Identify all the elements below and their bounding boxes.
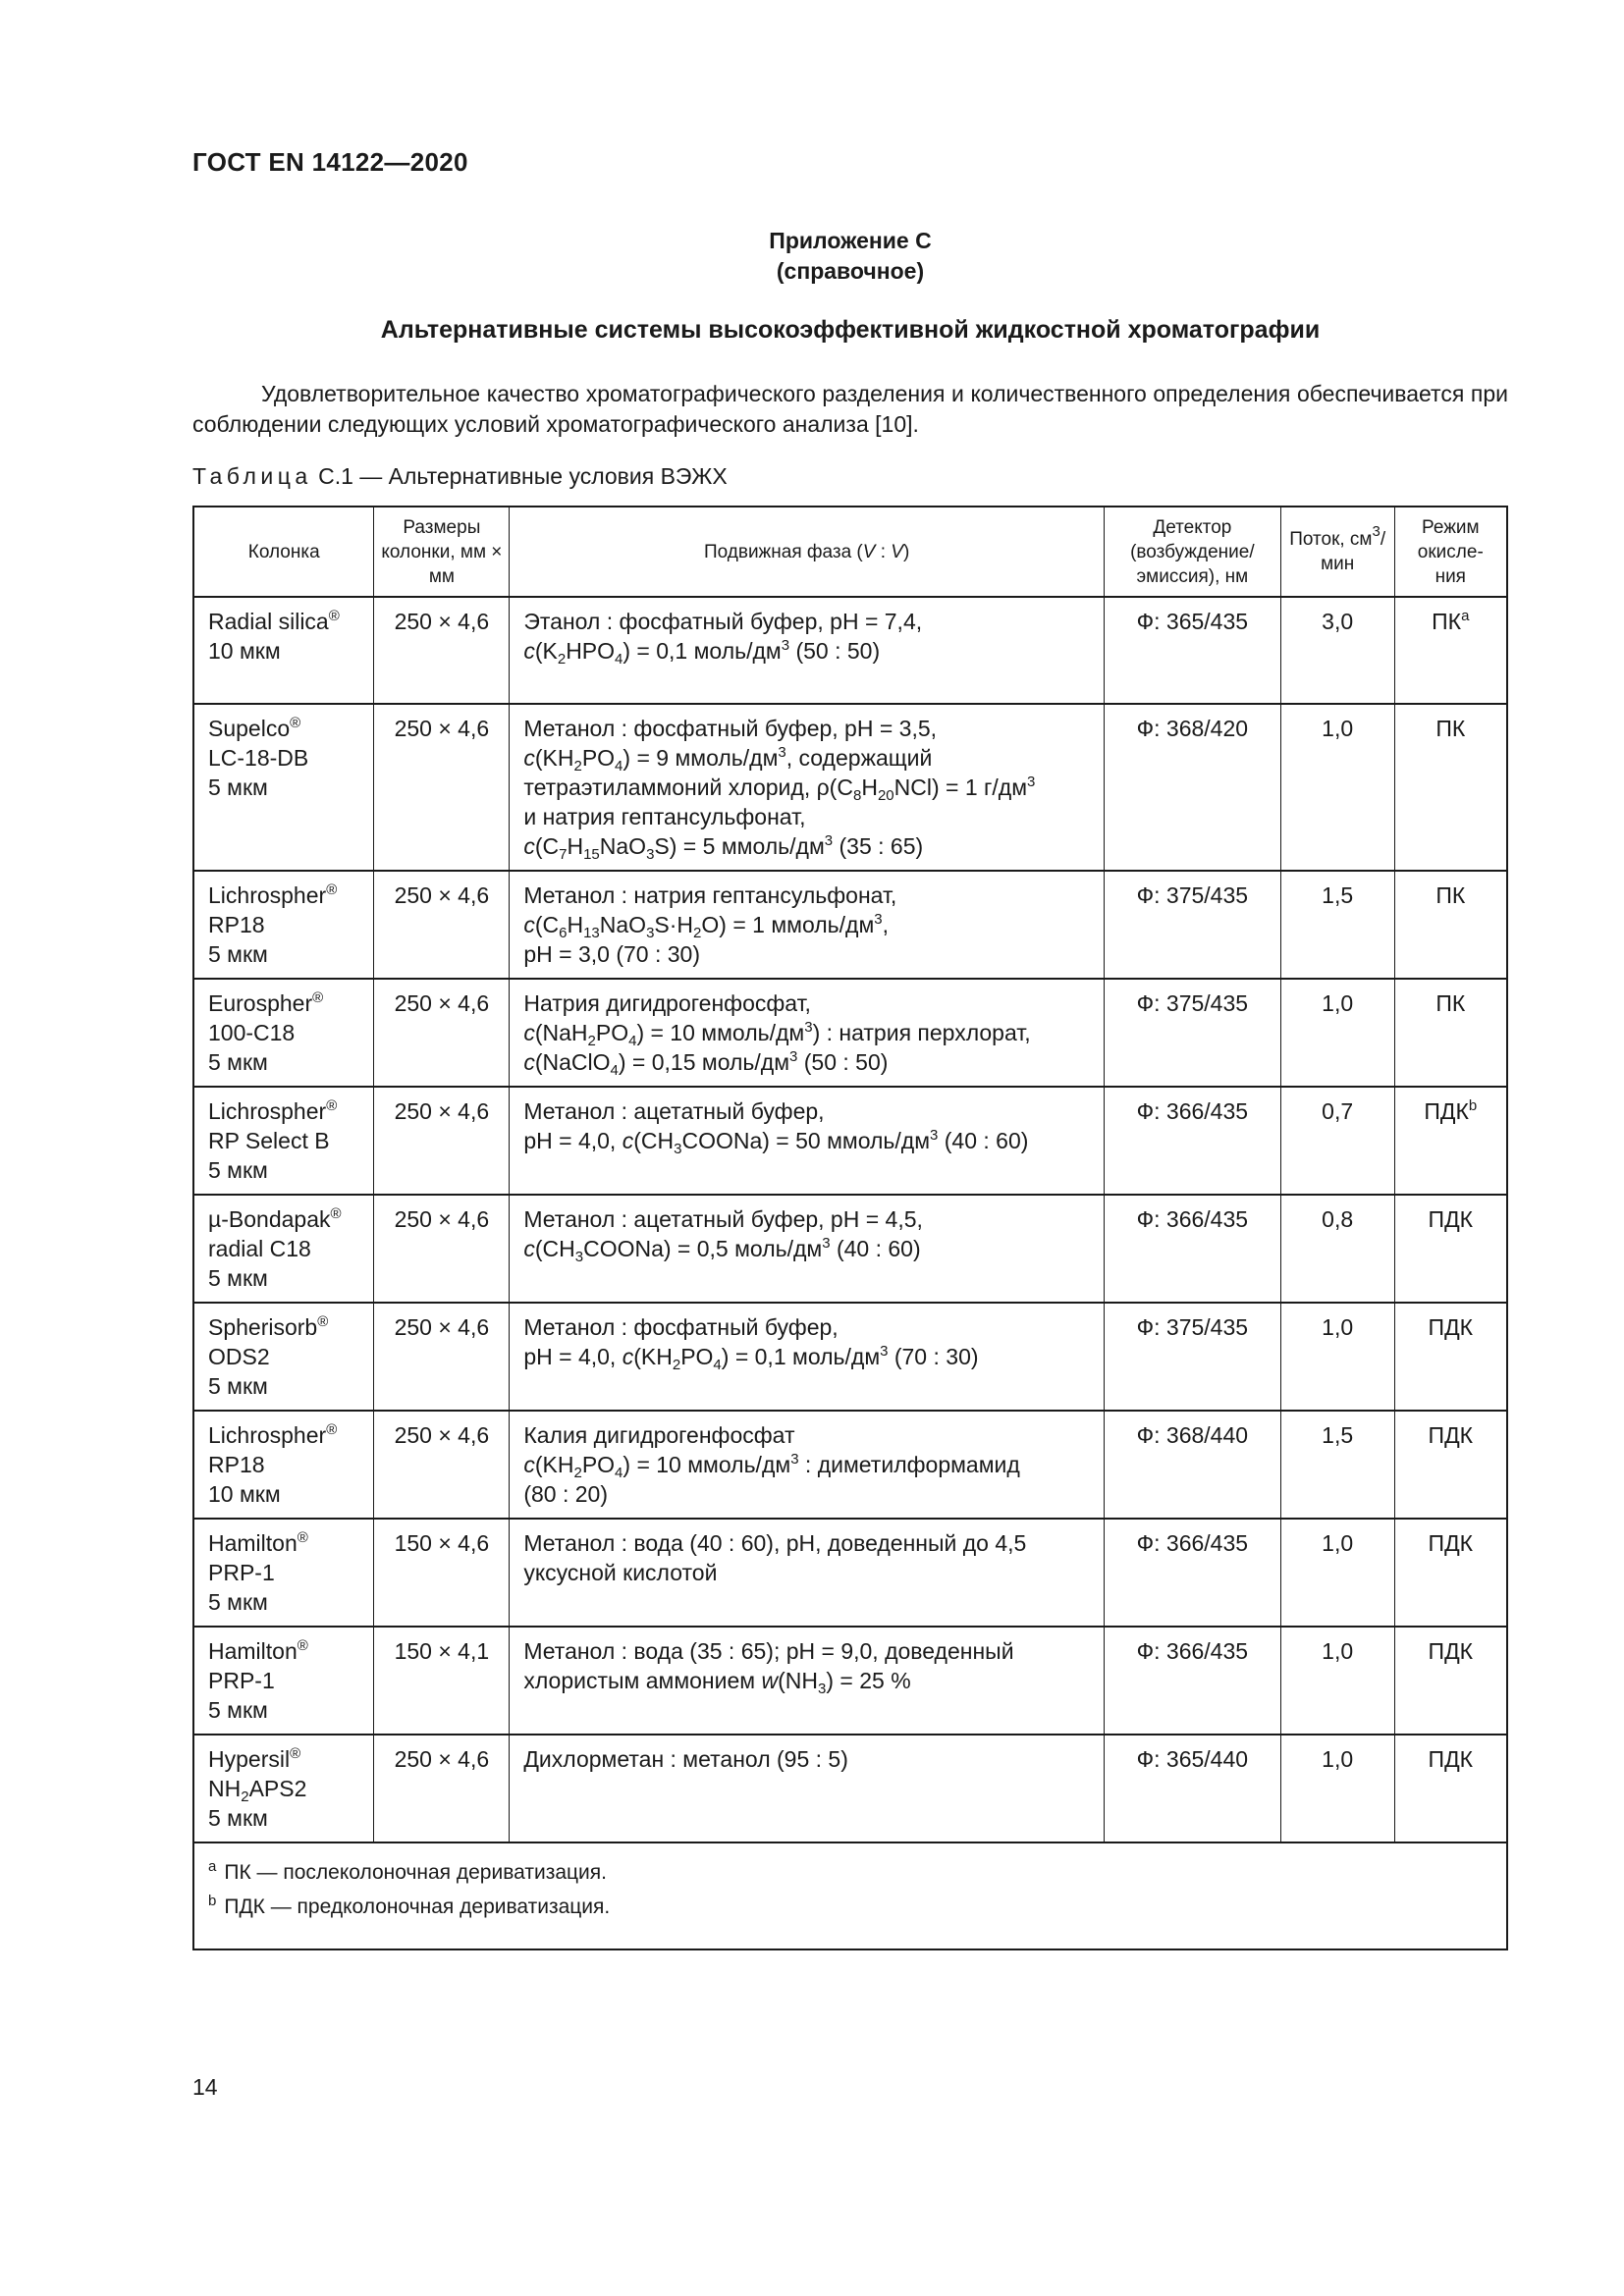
cell-flow: 3,0	[1280, 597, 1394, 704]
cell-dimensions: 250 × 4,6	[374, 704, 510, 871]
note-a: $^a$ ПК — послеколоночная дериватизация.	[208, 1858, 607, 1884]
cell-detector: Ф: 368/420	[1104, 704, 1280, 871]
cell-detector: Ф: 366/435	[1104, 1519, 1280, 1627]
cell-mode: ПДК	[1394, 1735, 1507, 1842]
cell-mobile-phase: Метанол : ацетатный буфер, pH = 4,0, $c(CH_3COONa) = 50$ ммоль/$дм^3$ (40 : 60)	[510, 1087, 1105, 1195]
table-header-row	[193, 507, 1507, 597]
cell-detector: Ф: 366/435	[1104, 1627, 1280, 1735]
table-row	[193, 1195, 1507, 1303]
table-row	[193, 1627, 1507, 1735]
table-row	[193, 704, 1507, 871]
cell-column: Spherisorb® ODS2 5 мкм	[193, 1303, 374, 1411]
cell-mode: ПДК	[1394, 1303, 1507, 1411]
header-flow: Поток, $см^3$/мин	[1280, 507, 1394, 597]
cell-mode: ПК	[1394, 704, 1507, 871]
table-row	[193, 597, 1507, 704]
cell-flow: 1,0	[1280, 979, 1394, 1087]
cell-detector: Ф: 375/435	[1104, 871, 1280, 979]
table-caption-label: Таблица	[192, 463, 312, 489]
header-detector: Детектор (возбуждение/ эмиссия), нм	[1104, 507, 1280, 597]
cell-column: Hamilton® PRP-1 5 мкм	[193, 1627, 374, 1735]
cell-mobile-phase: Дихлорметан : метанол (95 : 5)	[510, 1735, 1105, 1842]
cell-dimensions: 250 × 4,6	[374, 1411, 510, 1519]
hplc-conditions-table	[192, 506, 1508, 1950]
table-notes	[193, 1842, 1507, 1949]
cell-column: µ-Bondapak® radial C18 5 мкм	[193, 1195, 374, 1303]
header-column: Колонка	[193, 507, 374, 597]
cell-dimensions: 250 × 4,6	[374, 1735, 510, 1842]
cell-detector: Ф: 366/435	[1104, 1087, 1280, 1195]
cell-column: Eurospher® 100-C18 5 мкм	[193, 979, 374, 1087]
cell-column: Radial silica® 10 мкм	[193, 597, 374, 704]
table-row	[193, 979, 1507, 1087]
table-notes-row	[193, 1842, 1507, 1949]
cell-dimensions: 250 × 4,6	[374, 871, 510, 979]
header-oxidation-mode: Режим окисле- ния	[1394, 507, 1507, 597]
cell-mode: $ПК^a$	[1394, 597, 1507, 704]
appendix-title: Приложение C	[769, 228, 932, 253]
table-caption	[192, 463, 728, 490]
cell-column: Hypersil® $NH_2APS2$ 5 мкм	[193, 1735, 374, 1842]
section-title: Альтернативные системы высокоэффективной жидкостной хроматографии	[380, 316, 1321, 344]
intro-paragraph: Удовлетворительное качество хроматографического разделения и количественного определения обеспечивается при соблюдении следующих условий хроматографического анализа [10].	[192, 381, 1508, 437]
cell-mobile-phase: Метанол : натрия гептансульфонат, $c(C_6H_{13}NaO_3S\cdot H_2O) = 1$ ммоль/$дм^3$, pH = 3,0 (70 : 30)	[510, 871, 1105, 979]
cell-flow: 1,0	[1280, 704, 1394, 871]
page-number: 14	[192, 2074, 218, 2100]
cell-flow: 1,0	[1280, 1627, 1394, 1735]
table-row	[193, 1735, 1507, 1842]
cell-detector: Ф: 368/440	[1104, 1411, 1280, 1519]
table-row	[193, 1303, 1507, 1411]
table-row	[193, 871, 1507, 979]
cell-flow: 0,7	[1280, 1087, 1394, 1195]
cell-column: Lichrospher® RP18 5 мкм	[193, 871, 374, 979]
cell-mobile-phase: Натрия дигидрогенфосфат, $c(NaH_2PO_4) = 10$ ммоль/$дм^3$) : натрия перхлорат, c(NaClO$_4$) = 0,15 моль/$дм^3$ (50 : 50)	[510, 979, 1105, 1087]
cell-flow: 1,0	[1280, 1519, 1394, 1627]
cell-detector: Ф: 366/435	[1104, 1195, 1280, 1303]
cell-flow: 1,5	[1280, 871, 1394, 979]
cell-mobile-phase: Метанол : фосфатный буфер, pH = 3,5, $c(KH_2PO_4) = 9$ ммоль/$дм^3$, содержащий тетраэтиламмоний хлорид, $\rho(C_8H_{20}NCl) = 1$ $г/дм^3$ и натрия гептансульфонат, $c(C_7H_{15}NaO_3S) = 5$ ммоль/$дм^3$ (35 : 65)	[510, 704, 1105, 871]
cell-column: Lichrospher® RP Select B 5 мкм	[193, 1087, 374, 1195]
header-mobile-phase: Подвижная фаза (V : V)	[510, 507, 1105, 597]
cell-mobile-phase: Метанол : ацетатный буфер, pH = 4,5, $c(CH_3COONa) = 0,5$ моль/$дм^3$ (40 : 60)	[510, 1195, 1105, 1303]
cell-mode: ПДК	[1394, 1195, 1507, 1303]
cell-dimensions: 150 × 4,1	[374, 1627, 510, 1735]
cell-dimensions: 250 × 4,6	[374, 597, 510, 704]
cell-mobile-phase: Калия дигидрогенфосфат $c(KH_2PO_4) = 10$ ммоль/$дм^3$ : диметилформамид (80 : 20)	[510, 1411, 1105, 1519]
appendix-subtitle: (справочное)	[776, 258, 925, 284]
cell-mobile-phase: Метанол : фосфатный буфер, pH = 4,0, $c(KH_2PO_4) = 0,1$ моль/$дм^3$ (70 : 30)	[510, 1303, 1105, 1411]
appendix-heading	[192, 226, 1508, 287]
cell-mode: ПК	[1394, 871, 1507, 979]
header-dimensions: Размеры колонки, мм × мм	[374, 507, 510, 597]
cell-dimensions: 250 × 4,6	[374, 1087, 510, 1195]
cell-detector: Ф: 365/440	[1104, 1735, 1280, 1842]
cell-dimensions: 250 × 4,6	[374, 1195, 510, 1303]
table-caption-text: C.1 — Альтернативные условия ВЭЖХ	[318, 463, 728, 489]
cell-mode: ПДК	[1394, 1627, 1507, 1735]
table-row	[193, 1411, 1507, 1519]
cell-mode: ПДК$^b$	[1394, 1087, 1507, 1195]
cell-mode: ПДК	[1394, 1519, 1507, 1627]
cell-flow: 0,8	[1280, 1195, 1394, 1303]
cell-mode: ПДК	[1394, 1411, 1507, 1519]
cell-dimensions: 250 × 4,6	[374, 979, 510, 1087]
cell-dimensions: 250 × 4,6	[374, 1303, 510, 1411]
table-row	[193, 1087, 1507, 1195]
cell-flow: 1,0	[1280, 1735, 1394, 1842]
note-b: $^b$ ПДК — предколоночная дериватизация.	[208, 1893, 611, 1918]
table-row	[193, 1519, 1507, 1627]
document-id: ГОСТ EN 14122—2020	[192, 147, 468, 177]
cell-detector: Ф: 375/435	[1104, 1303, 1280, 1411]
cell-column: Lichrospher® RP18 10 мкм	[193, 1411, 374, 1519]
cell-dimensions: 150 × 4,6	[374, 1519, 510, 1627]
cell-mode: ПК	[1394, 979, 1507, 1087]
cell-detector: Ф: 365/435	[1104, 597, 1280, 704]
cell-mobile-phase: Метанол : вода (40 : 60), pH, доведенный до 4,5 уксусной кислотой	[510, 1519, 1105, 1627]
cell-column: Hamilton® PRP-1 5 мкм	[193, 1519, 374, 1627]
cell-mobile-phase: Метанол : вода (35 : 65); pH = 9,0, доведенный хлористым аммонием $w(NH_3) = 25$ %	[510, 1627, 1105, 1735]
cell-flow: 1,5	[1280, 1411, 1394, 1519]
cell-mobile-phase: Этанол : фосфатный буфер, pH = 7,4, $c(K_2HPO_4) = 0,1$ моль/$дм^3$ (50 : 50)	[510, 597, 1105, 704]
cell-flow: 1,0	[1280, 1303, 1394, 1411]
cell-detector: Ф: 375/435	[1104, 979, 1280, 1087]
cell-column: Supelco® LC-18-DB 5 мкм	[193, 704, 374, 871]
